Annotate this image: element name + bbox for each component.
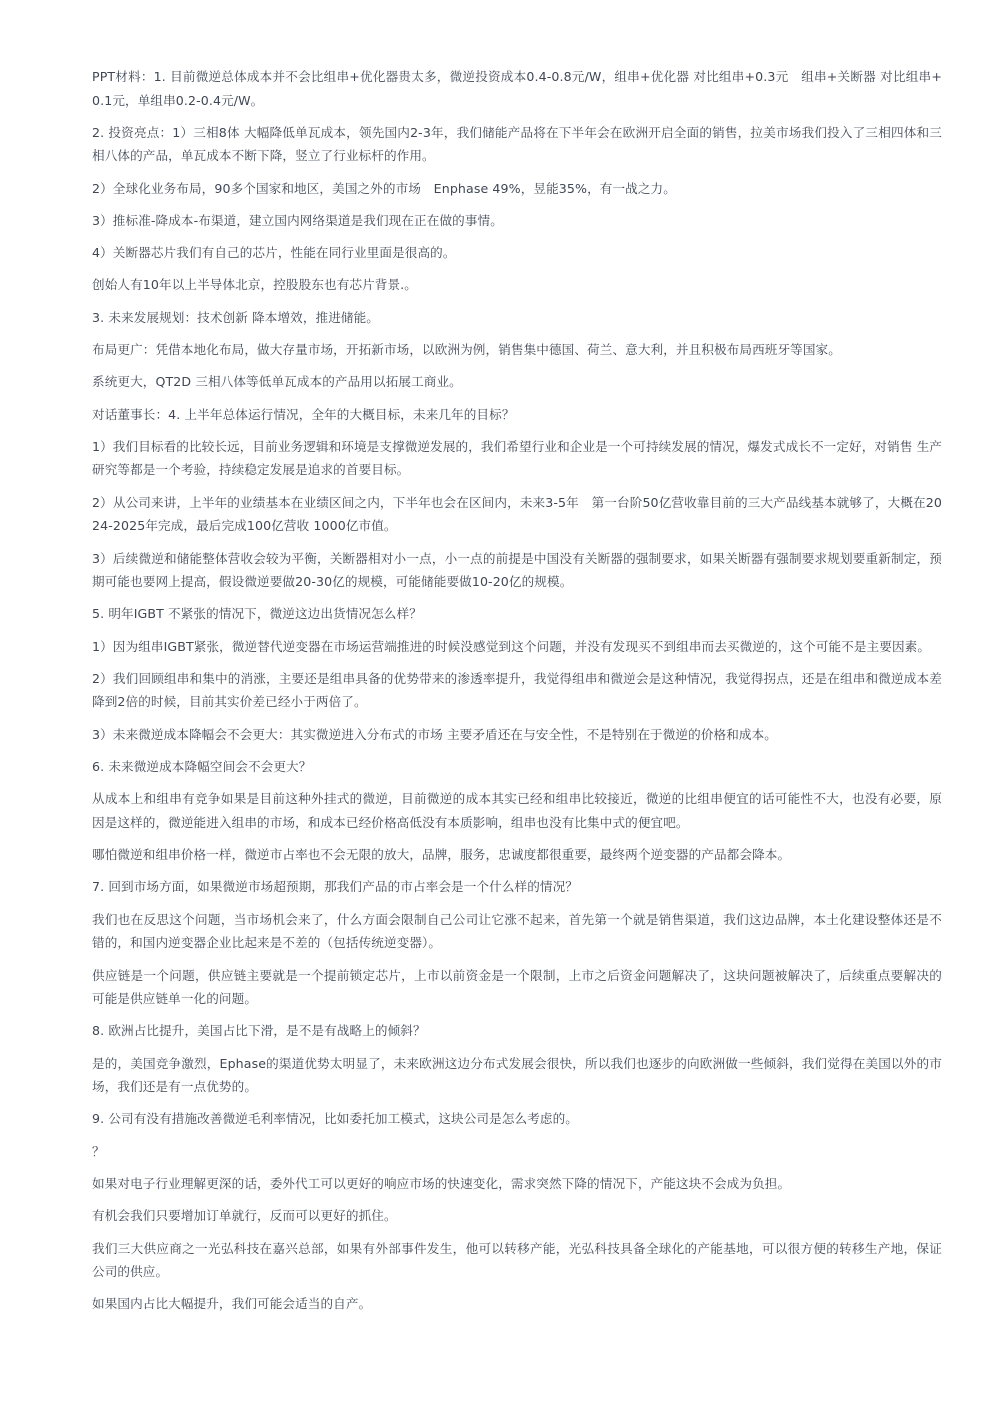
document-page — [92, 65, 942, 1325]
paragraph-answer-7-1: 我们也在反思这个问题，当市场机会来了，什么方面会限制自己公司让它涨不起来，首先第一个就是销售渠道，我们这边品牌，本土化建设整体还是不错的，和国内逆变器企业比起来是不差的（包括传统逆变器）。 — [92, 911, 942, 951]
paragraph-answer-4-2: 2）从公司来讲，上半年的业绩基本在业绩区间之内，下半年也会在区间内，未来3-5年 第一台阶50亿营收靠目前的三大产品线基本就够了，大概在2024-2025年完成，最后完成100亿营收 1000亿市值。 — [92, 494, 942, 534]
paragraph-question-6: 6. 未来微逆成本降幅空间会不会更大？ — [92, 759, 312, 775]
paragraph-question-7: 7. 回到市场方面，如果微逆市场超预期，那我们产品的市占率会是一个什么样的情况？ — [92, 879, 578, 895]
paragraph-investment-highlights: 2. 投资亮点：1）三相8体 大幅降低单瓦成本，领先国内2-3年，我们储能产品将在下半年会在欧洲开启全面的销售，拉美市场我们投入了三相四体和三相八体的产品，单瓦成本不断下降，竖立了行业标杆的作用。 — [92, 124, 942, 164]
paragraph-answer-9-2: 有机会我们只要增加订单就行，反而可以更好的抓住。 — [92, 1208, 397, 1224]
paragraph-ppt-material: PPT材料：1. 目前微逆总体成本并不会比组串+优化器贵太多，微逆投资成本0.4-0.8元/W，组串+优化器 对比组串+0.3元 组串+关断器 对比组串+0.1元，单组串0.2-0.4元/W。 — [92, 69, 942, 108]
paragraph-answer-5-2: 2）我们回顾组串和集中的消涨，主要还是组串具备的优势带来的渗透率提升，我觉得组串和微逆会是这种情况，我觉得拐点，还是在组串和微逆成本差降到2倍的时候，目前其实价差已经小于两倍了。 — [92, 670, 942, 710]
paragraph-answer-5-3: 3）未来微逆成本降幅会不会更大：其实微逆进入分布式的市场 主要矛盾还在与安全性，不是特别在于微逆的价格和成本。 — [92, 726, 777, 742]
paragraph-answer-5-1: 1）因为组串IGBT紧张，微逆替代逆变器在市场运营端推进的时候没感觉到这个问题，并没有发现买不到组串而去买微逆的，这个可能不是主要因素。 — [92, 638, 931, 654]
paragraph-question-mark: ？ — [92, 1143, 105, 1159]
paragraph-question-9: 9. 公司有没有措施改善微逆毛利率情况，比如委托加工模式，这块公司是怎么考虑的。 — [92, 1111, 578, 1127]
paragraph-answer-6-1: 从成本上和组串有竞争如果是目前这种外挂式的微逆，目前微逆的成本其实已经和组串比较接近，微逆的比组串便宜的话可能性不大，也没有必要，原因是这样的，微逆能进入组串的市场，和成本已经价格高低没有本质影响，组串也没有比集中式的便宜吧。 — [92, 791, 942, 830]
paragraph-bigger-system: 系统更大，QT2D 三相八体等低单瓦成本的产品用以拓展工商业。 — [92, 374, 462, 390]
paragraph-standard-channel: 3）推标准-降成本-布渠道，建立国内网络渠道是我们现在正在做的事情。 — [92, 212, 503, 228]
paragraph-answer-9-1: 如果对电子行业理解更深的话，委外代工可以更好的响应市场的快速变化，需求突然下降的情况下，产能这块不会成为负担。 — [92, 1176, 791, 1192]
paragraph-answer-8: 是的，美国竞争激烈，Ephase的渠道优势太明显了，未来欧洲这边分布式发展会很快，所以我们也逐步的向欧洲做一些倾斜，我们觉得在美国以外的市场，我们还是有一点优势的。 — [92, 1055, 942, 1095]
paragraph-answer-4-1: 1）我们目标看的比较长远，目前业务逻辑和环境是支撑微逆发展的，我们希望行业和企业是一个可持续发展的情况，爆发式成长不一定好，对销售 生产 研究等都是一个考验，持续稳定发展是追求的首要目标。 — [92, 438, 943, 478]
paragraph-shutdown-chip: 4）关断器芯片我们有自己的芯片，性能在同行业里面是很高的。 — [92, 245, 456, 261]
paragraph-answer-7-2: 供应链是一个问题，供应链主要就是一个提前锁定芯片，上市以前资金是一个限制，上市之后资金问题解决了，这块问题被解决了，后续重点要解决的可能是供应链单一化的问题。 — [92, 967, 942, 1007]
paragraph-question-5: 5. 明年IGBT 不紧张的情况下，微逆这边出货情况怎么样？ — [92, 606, 422, 622]
paragraph-question-8: 8. 欧洲占比提升，美国占比下滑，是不是有战略上的倾斜？ — [92, 1023, 426, 1039]
paragraph-answer-4-3: 3）后续微逆和储能整体营收会较为平衡，关断器相对小一点，小一点的前提是中国没有关断器的强制要求，如果关断器有强制要求规划要重新制定，预期可能也要网上提高，假设微逆要做20-30亿的规模，可能储能要做10-20亿的规模。 — [92, 550, 942, 590]
paragraph-wider-layout: 布局更广：凭借本地化布局，做大存量市场，开拓新市场，以欧洲为例，销售集中德国、荷兰、意大利，并且积极布局西班牙等国家。 — [92, 342, 841, 358]
paragraph-answer-6-2: 哪怕微逆和组串价格一样，微逆市占率也不会无限的放大，品牌，服务，忠诚度都很重要，最终两个逆变器的产品都会降本。 — [92, 847, 791, 863]
paragraph-global-layout: 2）全球化业务布局，90多个国家和地区，美国之外的市场 Enphase 49%，昱能35%，有一战之力。 — [92, 180, 676, 196]
paragraph-founder: 创始人有10年以上半导体北京，控股股东也有芯片背景.。 — [92, 277, 417, 293]
paragraph-future-plan: 3. 未来发展规划：技术创新 降本增效，推进储能。 — [92, 309, 379, 325]
paragraph-question-4: 对话董事长：4. 上半年总体运行情况，全年的大概目标，未来几年的目标？ — [92, 406, 515, 422]
paragraph-answer-9-3: 我们三大供应商之一光弘科技在嘉兴总部，如果有外部事件发生，他可以转移产能，光弘科技具备全球化的产能基地，可以很方便的转移生产地，保证公司的供应。 — [92, 1240, 942, 1280]
paragraph-answer-9-4: 如果国内占比大幅提升，我们可能会适当的自产。 — [92, 1296, 372, 1312]
